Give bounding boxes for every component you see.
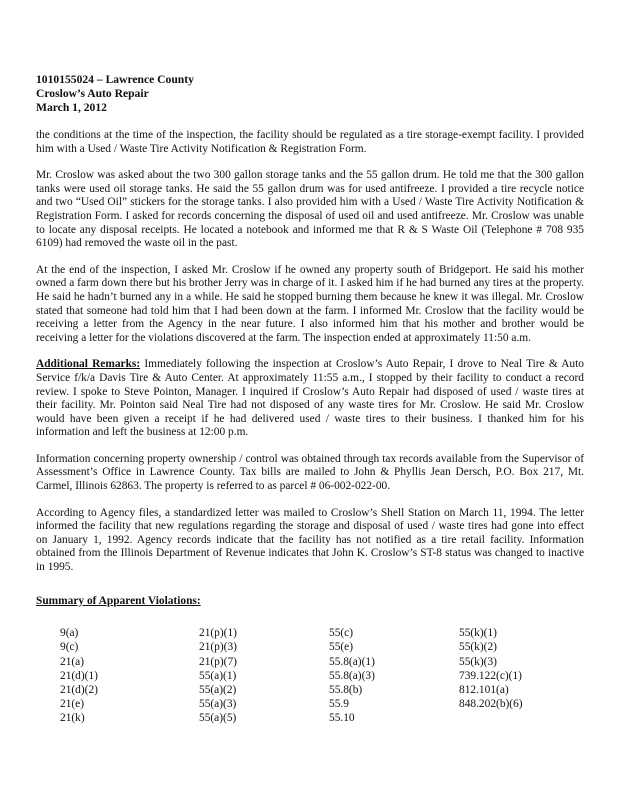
report-date: March 1, 2012	[36, 101, 107, 114]
summary-violations-heading: Summary of Apparent Violations:	[36, 594, 201, 607]
violation-item: 55(k)(2)	[459, 641, 497, 654]
violation-item: 21(d)(2)	[60, 684, 98, 697]
document-page	[36, 73, 584, 726]
violation-item: 55(a)(5)	[199, 712, 237, 725]
violation-item: 55(k)(3)	[459, 655, 497, 668]
violation-item: 55(e)	[329, 641, 354, 654]
violation-item: 739.122(c)(1)	[459, 669, 522, 682]
document-header	[36, 73, 584, 115]
site-id-county: 1010155024 – Lawrence County	[36, 73, 194, 86]
violation-item: 21(a)	[60, 655, 85, 668]
violations-column-4	[459, 626, 579, 725]
violation-item: 55(a)(3)	[199, 698, 237, 711]
paragraph-end-of-inspection: At the end of the inspection, I asked Mr. Croslow if he owned any property south of Bridgeport. He said his mother owned a farm down there but his brother Jerry was in charge of it. I asked him if he had burned any tires at the property. He said he hadn’t burned any in a while. He said he stopped burning them because he knew it was illegal. Mr. Croslow stated that someone had told him that I had been down at the farm. I informed Mr. Croslow that the facility would be receiving a letter from the Agency in the near future. I also informed him that his mother and brother would be receiving a letter for the violations discovered at the farm. The inspection ended at approximately 11:50 a.m.	[36, 263, 584, 344]
violation-item: 21(p)(3)	[199, 641, 237, 654]
violation-item: 55(a)(1)	[199, 669, 237, 682]
additional-remarks-heading: Additional Remarks:	[36, 358, 141, 371]
violation-item: 55(c)	[329, 627, 354, 640]
violation-item: 848.202(b)(6)	[459, 698, 523, 711]
violations-column-1	[60, 626, 199, 725]
violation-item: 21(d)(1)	[60, 669, 98, 682]
violation-item: 55.8(a)(3)	[329, 669, 375, 682]
violation-item: 55.10	[329, 712, 355, 725]
violations-table	[36, 626, 584, 725]
violation-item: 9(a)	[60, 627, 79, 640]
violation-item: 55(k)(1)	[459, 627, 497, 640]
violation-item: 55.9	[329, 698, 349, 711]
paragraph-property-ownership: Information concerning property ownership / control was obtained through tax records available from the Supervisor of Assessment’s Office in Lawrence County. Tax bills are mailed to John & Phyllis Jean Dersch, P.O. Box 217, Mt. Carmel, Illinois 62863. The property is referred to as parcel # 06-002-022-00.	[36, 452, 584, 493]
paragraph-additional-remarks	[36, 358, 584, 440]
violation-item: 55.8(b)	[329, 684, 363, 697]
violation-item: 21(p)(1)	[199, 627, 237, 640]
violation-item: 812.101(a)	[459, 684, 509, 697]
additional-remarks-text: Immediately following the inspection at Croslow’s Auto Repair, I drove to Neal Tire & Auto Service f/k/a Davis Tire & Auto Center. At approximately 11:55 a.m., I stopped by their facility to conduct a record review. I spoke to Steve Pointon, Manager. I inquired if Croslow’s Auto Repair had disposed of used / waste tires at their facility. Mr. Pointon said Neal Tire had not disposed of any waste tires for Mr. Croslow. He said Mr. Croslow would have been given a receipt if he had delivered used / waste tires to their business. I thanked him for his information and left the business at 12:00 p.m.	[36, 358, 584, 439]
violation-item: 21(k)	[60, 712, 85, 725]
facility-name: Croslow’s Auto Repair	[36, 87, 149, 100]
violation-item: 21(e)	[60, 698, 85, 711]
paragraph-storage-tanks: Mr. Croslow was asked about the two 300 gallon storage tanks and the 55 gallon drum. He told me that the 300 gallon tanks were used oil storage tanks. He said the 55 gallon drum was for used antifreeze. I provided a tire recycle notice and two “Used Oil” stickers for the storage tanks. I also provided him with a Used / Waste Tire Activity Notification & Registration Form. I asked for records concerning the disposal of used oil and used antifreeze. Mr. Croslow was unable to locate any disposal receipts. He located a notebook and informed me that R & S Waste Oil (Telephone # 708 935 6109) had removed the waste oil in the past.	[36, 169, 584, 250]
violation-item: 55.8(a)(1)	[329, 655, 375, 668]
paragraph-conditions: the conditions at the time of the inspection, the facility should be regulated as a tire storage-exempt facility. I provided him with a Used / Waste Tire Activity Notification & Registration Form.	[36, 129, 584, 155]
violation-item: 9(c)	[60, 641, 79, 654]
violations-column-3	[329, 626, 459, 725]
violation-item: 21(p)(7)	[199, 655, 237, 668]
violations-column-2	[199, 626, 329, 725]
violation-item: 55(a)(2)	[199, 684, 237, 697]
paragraph-agency-files: According to Agency files, a standardized letter was mailed to Croslow’s Shell Station on March 11, 1994. The letter informed the facility that new regulations regarding the storage and disposal of used / waste tires had gone into effect on January 1, 1992. Agency records indicate that the facility has not notified as a tire retail facility. Information obtained from the Illinois Department of Revenue indicates that John K. Croslow’s ST-8 status was changed to inactive in 1995.	[36, 506, 584, 574]
